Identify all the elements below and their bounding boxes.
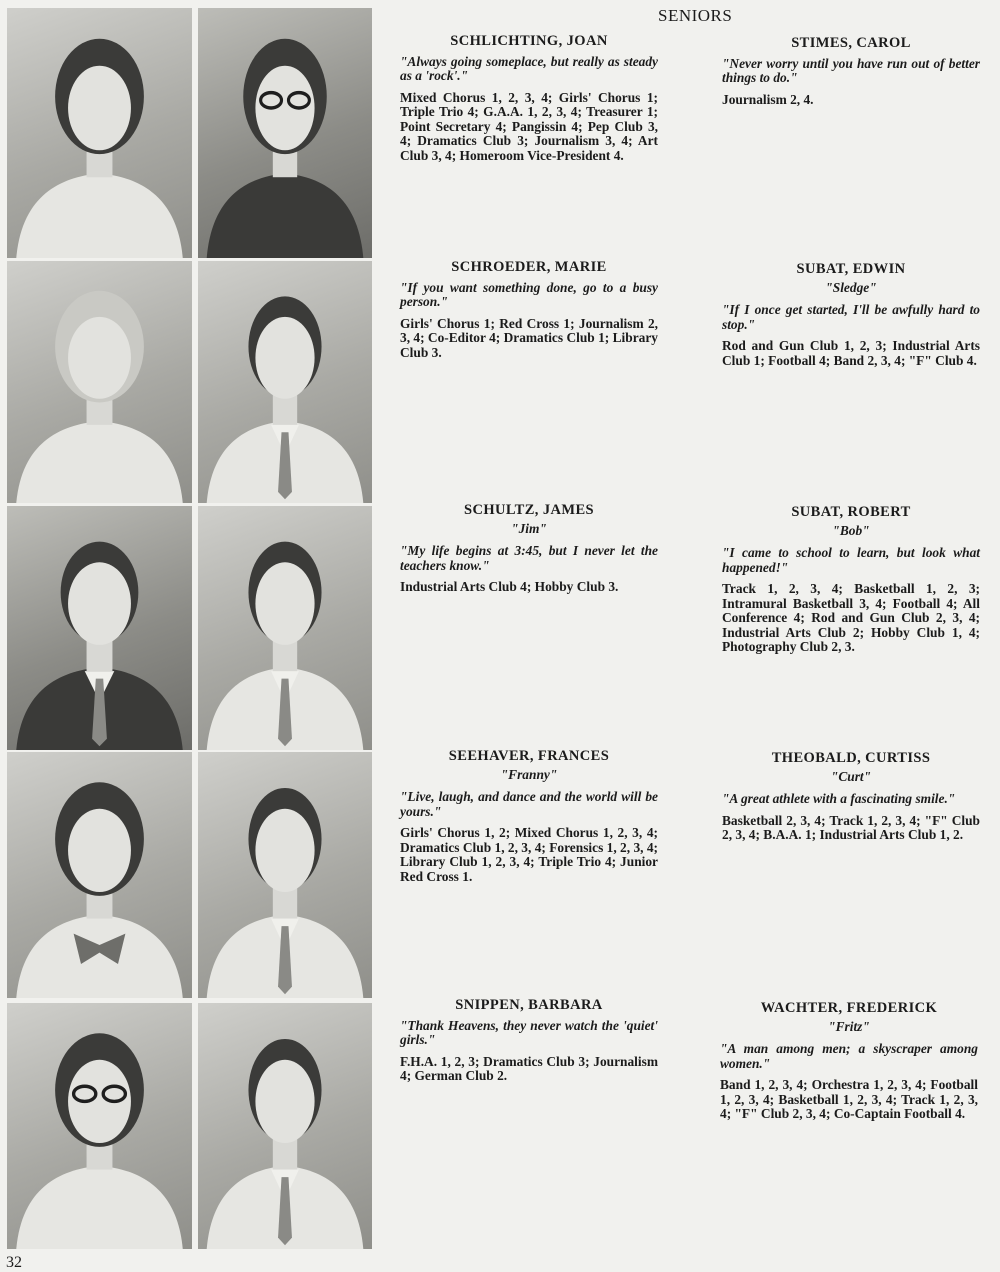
- portrait-photo: [198, 1003, 372, 1249]
- portrait-silhouette-icon: [7, 506, 192, 750]
- senior-name: WACHTER, FREDERICK: [760, 1000, 938, 1016]
- senior-entry-schroeder: [400, 260, 658, 360]
- senior-quote: "Never worry until you have run out of better things to do.": [722, 55, 980, 85]
- senior-activities: Mixed Chorus 1, 2, 3, 4; Girls' Chorus 1; Triple Trio 4; G.A.A. 1, 2, 3, 4; Treasurer 1; Point Secretary 4; Pangissin 4; Pep Club 3, 4; Dramatics Club 3; Journalism 3, 4; Art Club 3, 4; Homeroom Vice-President 4.: [400, 89, 658, 163]
- senior-activities: Rod and Gun Club 1, 2, 3; Industrial Arts Club 1; Football 4; Band 2, 3, 4; "F" Club 4.: [722, 338, 980, 368]
- portrait-photo: [198, 506, 372, 750]
- senior-activities: Basketball 2, 3, 4; Track 1, 2, 3, 4; "F" Club 2, 3, 4; B.A.A. 1; Industrial Arts Club 1, 2.: [722, 812, 980, 842]
- portrait-photo: [7, 1003, 192, 1249]
- senior-name: SEEHAVER, FRANCES: [448, 748, 610, 764]
- senior-entry-stimes: [722, 36, 980, 107]
- portrait-photo: [198, 261, 372, 503]
- portrait-silhouette-icon: [198, 261, 372, 503]
- senior-activities: Journalism 2, 4.: [722, 91, 814, 107]
- senior-quote: "My life begins at 3:45, but I never let the teachers know.": [400, 543, 658, 573]
- senior-name: STIMES, CAROL: [791, 35, 911, 51]
- portrait-silhouette-icon: [198, 752, 372, 998]
- senior-entry-wachter: [720, 1001, 978, 1122]
- senior-name: SUBAT, EDWIN: [796, 261, 906, 277]
- senior-nickname: "Franny": [500, 766, 558, 782]
- senior-quote: "Always going someplace, but really as steady as a 'rock'.": [400, 53, 658, 83]
- senior-name: SCHULTZ, JAMES: [464, 502, 594, 518]
- portrait-photo: [198, 752, 372, 998]
- senior-name: SUBAT, ROBERT: [791, 504, 911, 520]
- senior-name: SNIPPEN, BARBARA: [455, 997, 603, 1013]
- senior-quote: "A man among men; a skyscraper among women.": [720, 1041, 978, 1071]
- senior-name: SCHLICHTING, JOAN: [450, 33, 608, 49]
- senior-nickname: "Bob": [832, 522, 870, 538]
- senior-entry-theobald: [722, 751, 980, 843]
- senior-activities: F.H.A. 1, 2, 3; Dramatics Club 3; Journalism 4; German Club 2.: [400, 1053, 658, 1083]
- senior-nickname: "Curt": [830, 768, 872, 784]
- senior-quote: "If I once get started, I'll be awfully hard to stop.": [722, 302, 980, 332]
- senior-entry-subat-edwin: [722, 262, 980, 368]
- portrait-silhouette-icon: [7, 261, 192, 503]
- portrait-photo: [7, 506, 192, 750]
- senior-nickname: "Jim": [511, 520, 547, 536]
- senior-quote: "I came to school to learn, but look what happened!": [722, 545, 980, 575]
- senior-activities: Track 1, 2, 3, 4; Basketball 1, 2, 3; Intramural Basketball 3, 4; Football 4; All Conference 4; Rod and Gun Club 2, 3, 4; Industrial Arts Club 2; Hobby Club 1, 4; Photography Club 2, 3.: [722, 581, 980, 654]
- senior-name: SCHROEDER, MARIE: [451, 259, 607, 275]
- portrait-silhouette-icon: [198, 506, 372, 750]
- senior-entry-snippen: [400, 998, 658, 1084]
- portrait-photo: [7, 261, 192, 503]
- senior-entry-schlichting: [400, 34, 658, 163]
- senior-quote: "A great athlete with a fascinating smile.": [722, 791, 956, 806]
- senior-nickname: "Fritz": [828, 1018, 870, 1034]
- senior-entry-seehaver: [400, 749, 658, 884]
- portrait-silhouette-icon: [7, 8, 192, 258]
- portrait-silhouette-icon: [7, 752, 192, 998]
- senior-entry-schultz: [400, 503, 658, 595]
- senior-name: THEOBALD, CURTISS: [771, 750, 931, 766]
- section-title: SENIORS: [658, 6, 733, 25]
- portrait-silhouette-icon: [198, 8, 372, 258]
- senior-quote: "Thank Heavens, they never watch the 'quiet' girls.": [400, 1017, 658, 1047]
- portrait-photo: [7, 752, 192, 998]
- page-number: 32: [6, 1254, 22, 1271]
- senior-activities: Band 1, 2, 3, 4; Orchestra 1, 2, 3, 4; Football 1, 2, 3, 4; Basketball 1, 2, 3, 4; Track 1, 2, 3, 4; "F" Club 2, 3, 4; Co-Captain Football 4.: [720, 1077, 978, 1121]
- senior-nickname: "Sledge": [825, 279, 877, 295]
- senior-quote: "If you want something done, go to a busy person.": [400, 279, 658, 309]
- senior-activities: Girls' Chorus 1; Red Cross 1; Journalism 2, 3, 4; Co-Editor 4; Dramatics Club 1; Library Club 3.: [400, 315, 658, 360]
- senior-entry-subat-robert: [722, 505, 980, 655]
- portrait-silhouette-icon: [7, 1003, 192, 1249]
- senior-activities: Industrial Arts Club 4; Hobby Club 3.: [400, 579, 619, 594]
- portrait-photo: [7, 8, 192, 258]
- senior-quote: "Live, laugh, and dance and the world will be yours.": [400, 789, 658, 819]
- portrait-photo: [198, 8, 372, 258]
- senior-activities: Girls' Chorus 1, 2; Mixed Chorus 1, 2, 3, 4; Dramatics Club 1, 2, 3, 4; Forensics 1, 2, 3, 4; Library Club 1, 2, 3, 4; Triple Trio 4; Junior Red Cross 1.: [400, 825, 658, 884]
- portrait-silhouette-icon: [198, 1003, 372, 1249]
